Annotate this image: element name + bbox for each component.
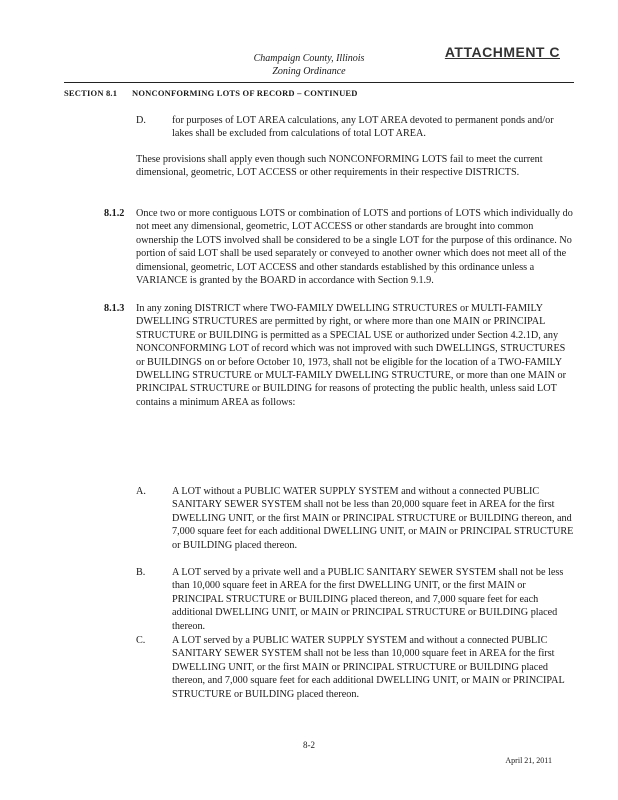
section-number: SECTION 8.1 — [64, 88, 118, 98]
item-a-label: A. — [136, 486, 146, 497]
section-title: NONCONFORMING LOTS OF RECORD – CONTINUED — [132, 88, 358, 98]
header-title: Zoning Ordinance — [272, 66, 346, 77]
item-b-label: B. — [136, 567, 146, 578]
section-heading — [64, 88, 358, 98]
item-a-text: A LOT without a PUBLIC WATER SUPPLY SYSTEM and without a connected PUBLIC SANITARY SEWER SYSTEM shall not be less than 20,000 square feet in AREA for the first DWELLING UNIT, or the first MAIN or PRINCIPAL STRUCTURE or BUILDING thereon, and 7,000 square feet for each additional DWELLING UNIT, or MAIN or PRINCIPAL STRUCTURE or BUILDING placed thereon. — [172, 486, 574, 551]
section-8-1-2-label: 8.1.2 — [104, 208, 125, 219]
section-8-1-2-text: Once two or more contiguous LOTS or combination of LOTS and portions of LOTS which individually do not meet any dimensional, geometric, LOT ACCESS or other standards are brought into common ownership the LOTS involved shall be considered to be a single LOT for the purpose of this ordinance. No portion of said LOT shall be used separately or conveyed to another owner which does not meet all of the dimensional, geometric, LOT ACCESS and other standards established by this ordinance unless a VARIANCE is granted by the BOARD in accordance with Section 9.1.9. — [136, 208, 573, 287]
item-c-text: A LOT served by a PUBLIC WATER SUPPLY SYSTEM and without a connected PUBLIC SANITARY SEWER SYSTEM shall not be less than 10,000 square feet in AREA for the first DWELLING UNIT, or the first MAIN or PRINCIPAL STRUCTURE or BUILDING placed thereon, and 7,000 square feet for each additional DWELLING UNIT, or MAIN or PRINCIPAL STRUCTURE or BUILDING placed thereon. — [172, 635, 565, 700]
header-county: Champaign County, Illinois — [253, 53, 365, 64]
item-b-text: A LOT served by a private well and a PUBLIC SANITARY SEWER SYSTEM shall not be less than 10,000 square feet in AREA for the first DWELLING UNIT, or the first MAIN or PRINCIPAL STRUCTURE or BUILDING placed thereon, and 7,000 square feet for each additional DWELLING UNIT, or MAIN or PRINCIPAL STRUCTURE or BUILDING placed thereon. — [172, 567, 564, 632]
item-d-label: D. — [136, 115, 146, 126]
attachment-label: ATTACHMENT C — [444, 44, 560, 60]
item-d-text: for purposes of LOT AREA calculations, any LOT AREA devoted to permanent ponds and/or lakes shall be excluded from calculations of total LOT AREA. — [172, 115, 554, 140]
revision-date: April 21, 2011 — [505, 756, 552, 765]
section-8-1-3-label: 8.1.3 — [104, 303, 125, 314]
item-c-label: C. — [136, 635, 146, 646]
provisions-paragraph: These provisions shall apply even though such NONCONFORMING LOTS fail to meet the current dimensional, geometric, LOT ACCESS or other requirements in their respective DISTRICTS. — [136, 154, 543, 179]
section-8-1-3-text: In any zoning DISTRICT where TWO-FAMILY DWELLING STRUCTURES or MULTI-FAMILY DWELLING STRUCTURES are permitted by right, or where more than one MAIN or PRINCIPAL STRUCTURE or BUILDING is permitted as a SPECIAL USE or authorized under Section 4.2.1D, any NONCONFORMING LOT of record which was not improved with such DWELLINGS, STRUCTURES or BUILDINGS on or before October 10, 1973, shall not be eligible for the location of a TWO-FAMILY DWELLING STRUCTURE or MULT-FAMILY DWELLING STRUCTURE, or more than one MAIN or PRINCIPAL STRUCTURE or BUILDING for reasons of protecting the public health, unless said LOT contains a minimum AREA as follows: — [136, 303, 567, 408]
page-number: 8-2 — [303, 740, 315, 750]
header-divider — [64, 82, 574, 83]
